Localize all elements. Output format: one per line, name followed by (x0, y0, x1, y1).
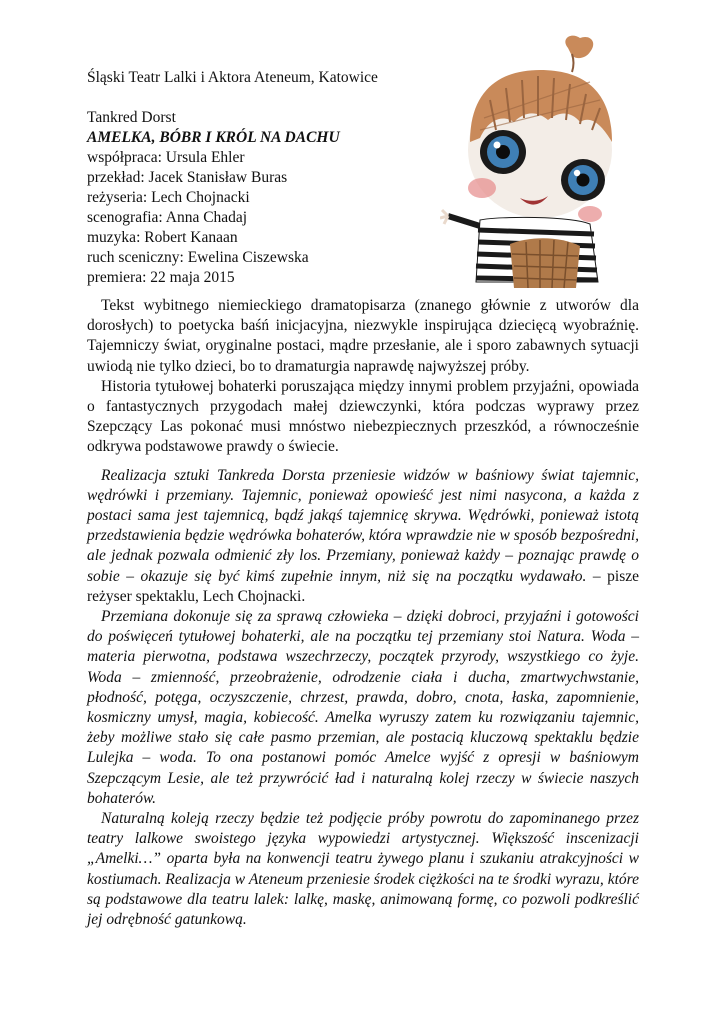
play-title: AMELKA, BÓBR I KRÓL NA DACHU (87, 129, 340, 146)
paragraph-director-quote (87, 466, 639, 607)
credit-line: muzyka: Robert Kanaan (87, 229, 238, 246)
premiere-date: premiera: 22 maja 2015 (87, 269, 235, 286)
paragraph-puppetry: Naturalną koleją rzeczy będzie też podjęcie próby powrotu do zapominanego przez teatry lalkowe swoistego języka wypowiedzi artystycznej. Większość inscenizacji „Amelki…” oparta była na konwencji teatru żywego planu i szukaniu atrakcyjności w kostiumach. Realizacja w Ateneum przeniesie środek ciężkości na te środki wyrazu, które są podstawowe dla teatru lalek: lalkę, maskę, animowaną formę, co pozwoli podkreślić jej odrębność gatunkową. (87, 810, 639, 929)
paragraph-story: Historia tytułowej bohaterki poruszająca między innymi problem przyjaźni, opowiada o fantastycznych przygodach małej dziewczynki, która podczas wyprawy przez Szepczący Las pokonać musi mnóstwo niebezpiecznych przeszkód, a równocześnie odkrywa podstawowe prawdy o świecie. (87, 377, 639, 456)
credit-line: reżyseria: Lech Chojnacki (87, 189, 250, 206)
credit-line: przekład: Jacek Stanisław Buras (87, 169, 288, 186)
director-quote: Realizacja sztuki Tankreda Dorsta przeniesie widzów w baśniowy świat tajemnic, wędrówki i przemiany. Tajemnic, ponieważ opowieść jest nimi nasycona, a każda z postaci sama jest tajemnicą, bądź jakąś tajemnicę skrywa. Wędrówki, ponieważ istotą przedstawienia będzie wędrówka bohaterów, która wprawdzie nie w sposób bezpośredni, ale jednak pozwala odmienić zły los. Przemiany, ponieważ każdy – poznając prawdę o sobie – okazuje się być kimś zupełnie innym, niż się na początku wydawało. (87, 466, 639, 585)
quote-attribution: – pisze reżyser spektaklu, Lech Chojnacki. (87, 567, 639, 605)
article-body (87, 296, 639, 930)
puppet-doll-illustration (440, 30, 640, 290)
paragraph-intro: Tekst wybitnego niemieckiego dramatopisarza (znanego głównie z utworów dla dorosłych) to poetycka baśń inicjacyjna, niezwykle inspirująca dziecięcą wyobraźnię. Tajemniczy świat, oryginalne postaci, mądre przesłanie, ale i sporo zabawnych sytuacji uwiodą nie tylko dzieci, bo to dramaturgia naprawdę najwyższej próby. (87, 297, 639, 375)
credit-line: ruch sceniczny: Ewelina Ciszewska (87, 249, 309, 266)
credit-line: scenografia: Anna Chadaj (87, 209, 248, 226)
theatre-name: Śląski Teatr Lalki i Aktora Ateneum, Katowice (87, 69, 378, 86)
credits-block (87, 68, 467, 288)
paragraph-transformation: Przemiana dokonuje się za sprawą człowieka – dzięki dobroci, przyjaźni i gotowości do poświęceń tytułowej bohaterki, ale na początku tej przemiany stoi Natura. Woda – materia pierwotna, podstawa wszechrzeczy, początek przyrody, wszystkiego co żyje. Woda – zmienność, przeobrażenie, odrodzenie ciała i ducha, zmartwychwstanie, płodność, potęga, oczyszczenie, chrzest, prawda, dobro, cnota, łaska, zapomnienie, kosmiczny umysł, magia, kobiecość. Amelka wyruszy zatem ku rozwiązaniu tajemnic, żeby możliwe stało się całe pasmo przemian, ale postacią kluczową spektaklu będzie Lulejka – woda. To ona postanowi pomóc Amelce wyjść z opresji w baśniowym Szepczącym Lesie, ale też przywrócić ład i naturalną kolej rzeczy w świecie naszych bohaterów. (87, 608, 639, 807)
credit-line: współpraca: Ursula Ehler (87, 149, 245, 166)
author-name: Tankred Dorst (87, 109, 176, 126)
